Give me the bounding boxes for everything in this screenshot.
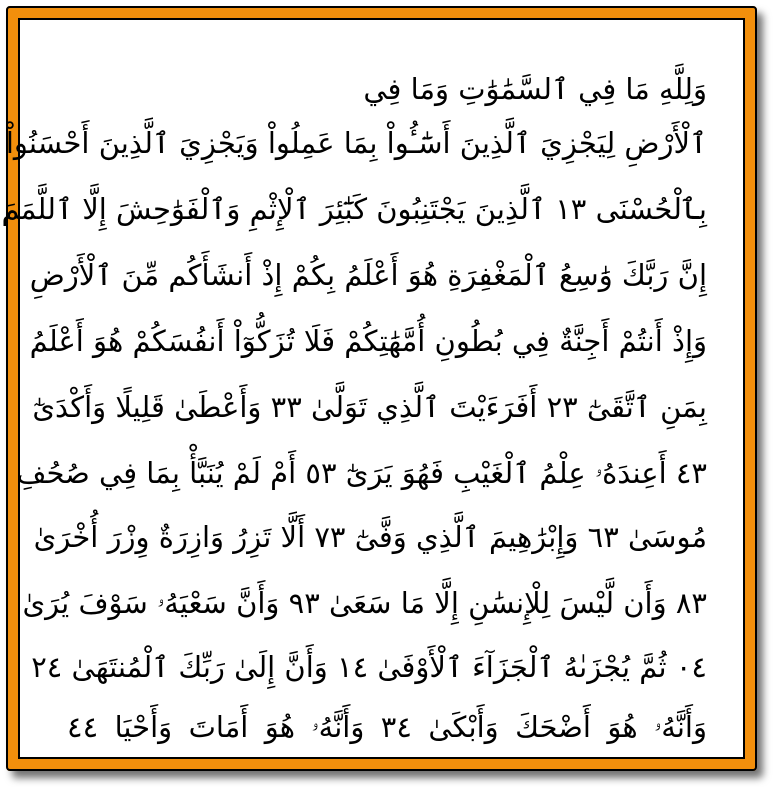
verse-line: وَأَنَّهُۥ هُوَ أَضْحَكَ وَأَبْكَىٰ ٤٣ وَأَنَّهُۥ هُوَ أَمَاتَ وَأَحْيَا ٤٤ [67,710,707,744]
verse-line: إِنَّ رَبَّكَ وَٰسِعُ ٱلْمَغْفِرَةِ هُوَ أَعْلَمُ بِكُمْ إِذْ أَنشَأَكُم مِّنَ ٱلْأَرْضِ [29,258,707,292]
mushaf-page [1,18,745,759]
verse-line: بِمَنِ ٱتَّقَىٰٓ ٣٢ أَفَرَءَيْتَ ٱلَّذِي تَوَلَّىٰ ٣٣ وَأَعْطَىٰ قَلِيلًا وَأَكْدَىٰٓ [32,390,707,424]
verse-lines [1,20,743,757]
verse-line: مُوسَىٰ ٣٦ وَإِبْرَٰهِيمَ ٱلَّذِي وَفَّىٰٓ ٣٧ أَلَّا تَزِرُ وَازِرَةٌ وِزْرَ أُخْرَىٰ [33,520,707,554]
verse-line: ٣٤ أَعِندَهُۥ عِلْمُ ٱلْغَيْبِ فَهُوَ يَرَىٰٓ ٣٥ أَمْ لَمْ يُنَبَّأْ بِمَا فِي صُحُفِ [16,456,707,490]
verse-line: بِٱلْحُسْنَى ٣١ ٱلَّذِينَ يَجْتَنِبُونَ كَبَٰٓئِرَ ٱلْإِثْمِ وَٱلْفَوَٰحِشَ إِلَّا ٱللَّمَمَ [1,192,707,226]
verse-line: ٣٨ وَأَن لَّيْسَ لِلْإِنسَٰنِ إِلَّا مَا سَعَىٰ ٣٩ وَأَنَّ سَعْيَهُۥ سَوْفَ يُرَىٰ [22,586,707,620]
verse-line: وَإِذْ أَنتُمْ أَجِنَّةٌ فِي بُطُونِ أُمَّهَٰتِكُمْ فَلَا تُزَكُّوٓاْ أَنفُسَكُمْ هُوَ أَعْلَمُ [29,324,707,358]
verse-line: وَلِلَّهِ مَا فِي ٱلسَّمَٰوَٰتِ وَمَا فِي [363,72,707,106]
page-frame [1,6,757,771]
verse-line: ٱلْأَرْضِ لِيَجْزِيَ ٱلَّذِينَ أَسَٰٓـُٔواْ بِمَا عَمِلُواْ وَيَجْزِيَ ٱلَّذِينَ أَحْسَنُواْ [5,126,707,160]
verse-line: ٤٠ ثُمَّ يُجْزَىٰهُ ٱلْجَزَآءَ ٱلْأَوْفَىٰ ٤١ وَأَنَّ إِلَىٰ رَبِّكَ ٱلْمُنتَهَىٰ ٤٢ [31,650,707,684]
